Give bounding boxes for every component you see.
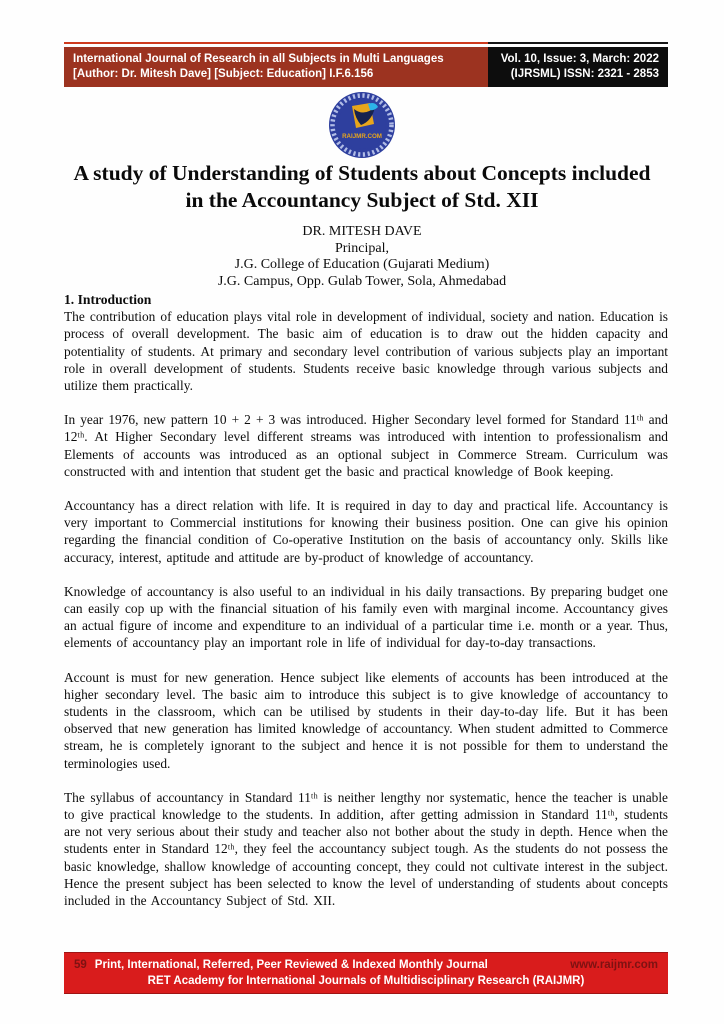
journal-header — [64, 47, 668, 87]
paper-title — [30, 160, 694, 214]
raijmr-logo-icon — [328, 91, 396, 159]
journal-name: International Journal of Research in all Subjects in Multi Languages — [73, 53, 444, 65]
page-footer — [64, 952, 668, 994]
author-block — [0, 224, 724, 290]
page-number: 59 — [74, 959, 87, 971]
journal-author-subject: [Author: Dr. Mitesh Dave] [Subject: Education] I.F.6.156 — [73, 68, 374, 80]
author-address: J.G. Campus, Opp. Gulab Tower, Sola, Ahmedabad — [217, 273, 507, 289]
paper-title-line2: in the Accountancy Subject of Std. XII — [185, 188, 539, 212]
journal-logo — [0, 91, 724, 159]
paper-title-line1: A study of Understanding of Students about Concepts included — [73, 161, 651, 185]
logo-caption-text: RAIJMR.COM — [342, 133, 382, 140]
paragraph: The syllabus of accountancy in Standard 11ᵗʰ is neither lengthy nor systematic, hence the teacher is unable to give practical knowledge to the students. In addition, after getting admission in Standard 11ᵗʰ, students are not very serious about their study and teacher also not bother about the study in depth. Hence when the students enter in Standard 12ᵗʰ, they feel the accountancy subject tough. As the students do not possess the basic knowledge, shallow knowledge of accounting concept, they could not cultivate interest in the subject. Hence the present subject has been selected to know the level of understanding of students about concepts included in the Accountancy Subject of Std. XII. — [64, 789, 668, 909]
issn-number: (IJRSML) ISSN: 2321 - 2853 — [510, 68, 659, 80]
footer-journal-type: Print, International, Referred, Peer Reviewed & Indexed Monthly Journal — [94, 959, 488, 971]
footer-academy-name: RET Academy for International Journals of Multidisciplinary Research (RAIJMR) — [147, 975, 585, 987]
footer-line1 — [74, 958, 658, 973]
paragraph: Account is must for new generation. Hence subject like elements of accounts has been introduced at the higher secondary level. The basic aim to introduce this subject is to give knowledge of accountancy to students in the classroom, which can be utilised by students in their day-to-day life. But it has been observed that new generation has limited knowledge of accountancy. When student admitted to Commerce stream, he is completely ignorant to the subject and hence it is not possible for them to understand the terminologies used. — [64, 669, 668, 771]
author-role: Principal, — [334, 240, 390, 256]
journal-name-box — [64, 47, 488, 87]
paragraph: In year 1976, new pattern 10 + 2 + 3 was introduced. Higher Secondary level formed for Standard 11ᵗʰ and 12ᵗʰ. At Higher Secondary level different streams was introduced with intention to professionalism and Elements of accounts was introduced as an optional subject in Commerce Stream. Curriculum was constructed with and intention that student get the basic and practical knowledge of Book keeping. — [64, 412, 668, 479]
volume-issue: Vol. 10, Issue: 3, March: 2022 — [500, 53, 659, 65]
author-affiliation: J.G. College of Education (Gujarati Medium) — [234, 257, 490, 272]
author-name: DR. MITESH DAVE — [302, 224, 422, 239]
header-top-border — [64, 42, 668, 44]
section-heading-introduction: 1. Introduction — [64, 292, 152, 307]
website-link[interactable]: www.raijmr.com — [570, 959, 658, 971]
paragraph: Accountancy has a direct relation with life. It is required in day to day and practical life. Accountancy is very important to Commercial institutions for knowing their business position. One can give his opinion regarding the financial condition of Co-operative Institution on the basis of accountancy only. Skills like accuracy, interest, aptitude and attitude are by-product of knowledge of accountancy. — [64, 498, 668, 565]
article-body — [64, 291, 668, 909]
header-top-border-black — [488, 42, 668, 44]
header-top-border-red — [64, 42, 488, 44]
issue-info-box — [488, 47, 668, 87]
paragraph: The contribution of education plays vital role in development of individual, society and nation. Education is process of overall development. The basic aim of education is to draw out the hidden capacity and potentiality of students. At primary and secondary level contribution of various subjects play an important role in overall development of students. Students receive basic knowledge through various subjects and utilize them practically. — [64, 309, 668, 394]
paragraph: Knowledge of accountancy is also useful to an individual in his daily transactions. By preparing budget one can easily cop up with the financial situation of his family even with marginal income. Accountancy gives an actual figure of income and expenditure to an individual of a particular time i.e. month or a year. Thus, elements of accountancy play an important role in life of individual for day-to-day transactions. — [64, 583, 668, 651]
